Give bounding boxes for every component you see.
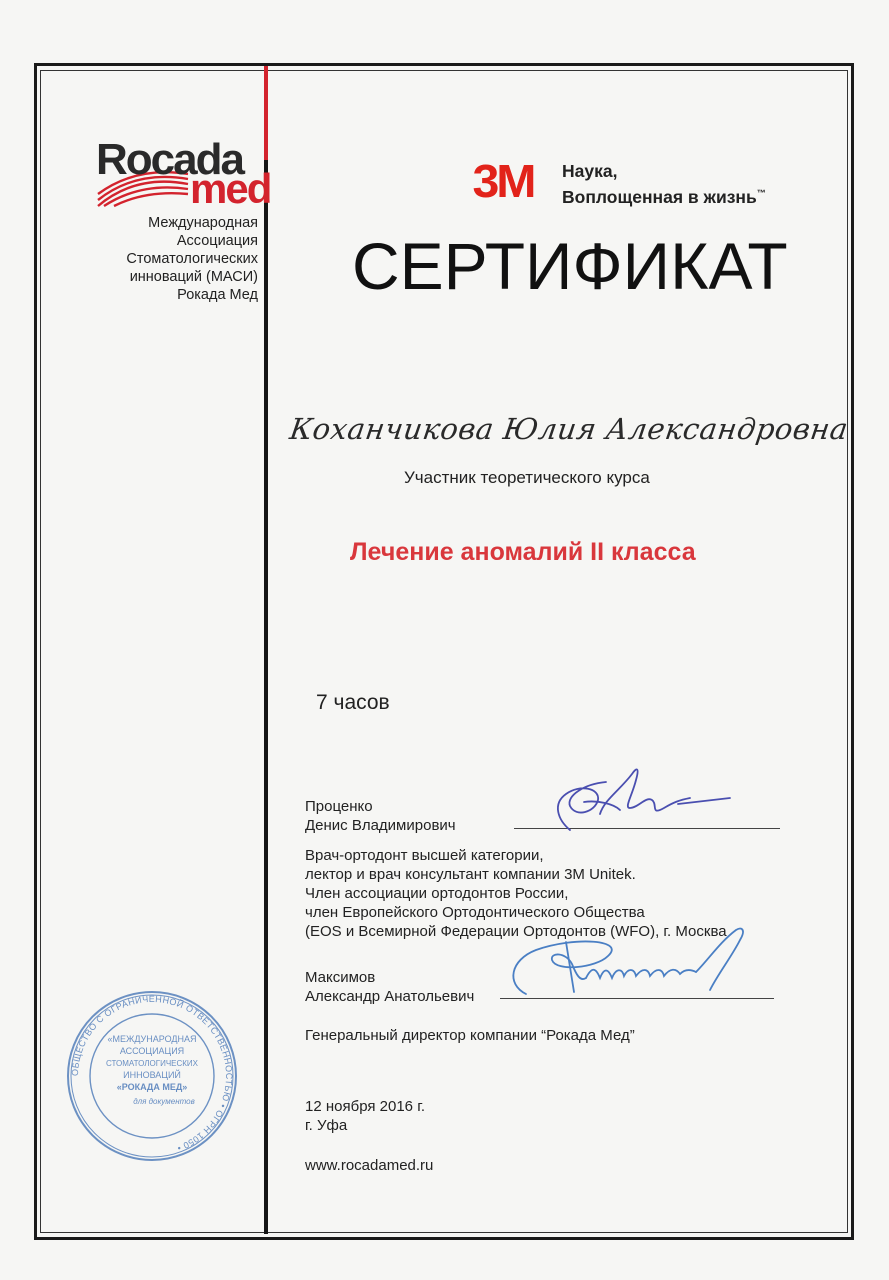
stamp-outer-text: ОБЩЕСТВО С ОГРАНИЧЕННОЙ ОТВЕТСТВЕННОСТЬЮ • ОГРН 1050 • <box>69 993 235 1154</box>
slogan-line2: Воплощенная в жизнь™ <box>562 186 766 207</box>
black-divider <box>264 160 268 1234</box>
signer1-signature-icon <box>540 760 740 836</box>
svg-text:АССОЦИАЦИЯ: АССОЦИАЦИЯ <box>119 1046 185 1056</box>
signer2-name: Александр Анатольевич <box>305 988 475 1005</box>
bio-line: (EOS и Всемирной Федерации Ортодонтов (WFO), г. Москва <box>305 923 727 940</box>
svg-text:для документов: для документов <box>133 1097 195 1106</box>
company-stamp-icon <box>64 990 240 1162</box>
issue-city: г. Уфа <box>305 1117 348 1134</box>
association-name <box>80 214 258 304</box>
association-line: инноваций (МАСИ) <box>129 269 258 285</box>
course-title: Лечение аномалий II класса <box>350 538 696 566</box>
association-line: Стоматологических <box>126 251 258 267</box>
3m-slogan <box>562 160 766 208</box>
signer2-signature-icon <box>496 912 756 1012</box>
3m-logo: 3M <box>472 155 534 207</box>
bio-line: член Европейского Ортодонтического Общества <box>305 904 645 921</box>
recipient-name: Коханчикова Юлия Александровна <box>287 412 851 446</box>
svg-text:СТОМАТОЛОГИЧЕСКИХ: СТОМАТОЛОГИЧЕСКИХ <box>105 1059 199 1068</box>
signer2-title: Генеральный директор компании “Рокада Мед” <box>305 1027 635 1044</box>
svg-text:ИННОВАЦИЙ: ИННОВАЦИЙ <box>123 1070 181 1080</box>
certificate-title: СЕРТИФИКАТ <box>352 229 788 303</box>
website-link[interactable]: www.rocadamed.ru <box>305 1157 434 1174</box>
svg-text:«РОКАДА МЕД»: «РОКАДА МЕД» <box>116 1082 188 1092</box>
association-line: Рокада Мед <box>177 287 258 303</box>
med-wordmark: med <box>190 165 271 212</box>
participant-label: Участник теоретического курса <box>404 468 650 487</box>
slogan-line1: Наука, <box>562 161 618 181</box>
bio-line: Член ассоциации ортодонтов России, <box>305 885 569 902</box>
rocada-wordmark: Rocada <box>96 135 243 184</box>
association-line: Международная <box>148 215 258 231</box>
course-hours: 7 часов <box>316 691 390 714</box>
signer2-surname: Максимов <box>305 969 376 986</box>
rocada-med-logo <box>96 135 271 212</box>
signer1-name: Денис Владимирович <box>305 817 456 834</box>
association-line: Ассоциация <box>176 233 258 249</box>
svg-text:«МЕЖДУНАРОДНАЯ: «МЕЖДУНАРОДНАЯ <box>107 1034 197 1044</box>
signer1-surname: Проценко <box>305 798 373 815</box>
bio-line: лектор и врач консультант компании 3M Unitek. <box>305 866 636 883</box>
issue-date: 12 ноября 2016 г. <box>305 1098 425 1115</box>
bio-line: Врач-ортодонт высшей категории, <box>305 847 544 864</box>
